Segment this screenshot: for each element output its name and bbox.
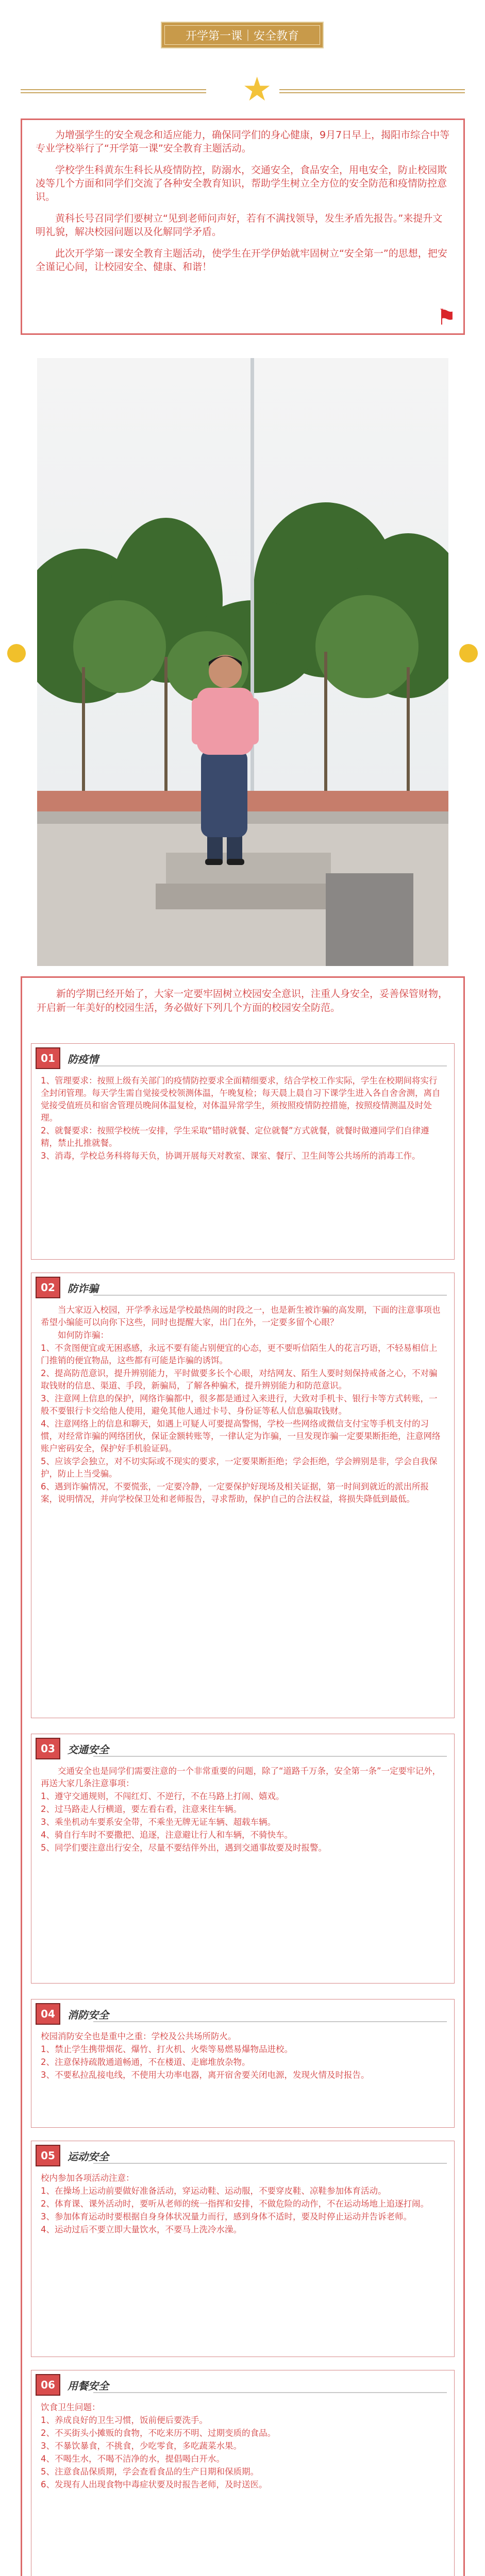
section-anti-fraud — [31, 1273, 455, 1718]
section-number-badge: 06 — [36, 2374, 60, 2396]
intro-paragraph: 学校学生科黄东生科长从疫情防控，防溺水，交通安全，食品安全，用电安全，防止校园欺凌等几个方面和同学们交流了各种安全教育知识，帮助学生树立全方位的安全防范和疫情防控意识。 — [36, 164, 447, 202]
section-paragraph: 2、过马路走人行横道，要左看右看，注意来往车辆。 — [41, 1804, 242, 1814]
section-paragraph: 5、应该学会独立，对不切实际或不现实的要求，一定要果断拒绝；学会拒绝，学会辨别是非，学会自我保护，防止上当受骗。 — [41, 1456, 438, 1479]
section-paragraph: 3、参加体育运动时要根据自身身体状况量力而行，感到身体不适时，要及时停止运动并告诉老师。 — [41, 2212, 412, 2222]
photo-illustration — [37, 358, 448, 966]
section-paragraph: 1、禁止学生携带烟花、爆竹、打火机、火柴等易燃易爆物品进校。 — [41, 2044, 293, 2054]
section-paragraph: 2、注意保持疏散通道畅通，不在楼道、走廊堆放杂物。 — [41, 2057, 250, 2067]
section-paragraph: 1、管理要求：按照上级有关部门的疫情防控要求全面精细要求，结合学校工作实际，学生在校期间将实行全封闭管理。每天学生需自觉接受校领测体温，午晚复检；每天晨上晨自习下课学生进入各自舍舍测，离自觉接受值班员和宿舍管理员晚间体温复检，对体温异常学生，须按照疫情防控措施，按照疫情测温及时处理。 — [41, 1076, 441, 1123]
section-title: 防疫情 — [68, 1053, 98, 1065]
section-paragraph: 2、提高防范意识，提升辨别能力，平时做要多长个心眼，对结网友、陌生人要时刻保持戒备之心，不对骗取钱财的信息、渠道、手段，新骗局，了解各种骗术，提升辨别能力和防范意识。 — [41, 1368, 438, 1391]
intro-box — [21, 118, 465, 335]
section-title: 用餐安全 — [68, 2379, 109, 2392]
section-number-badge: 03 — [36, 1738, 60, 1759]
decorative-dot — [7, 644, 26, 663]
section-paragraph: 2、体育课、课外活动时，要听从老师的统一指挥和安排，不做危险的动作，不在运动场地上追逐打闹。 — [41, 2199, 429, 2209]
section-title: 运动安全 — [68, 2150, 109, 2163]
section-number-badge: 01 — [36, 1047, 60, 1069]
section-paragraph: 3、注意网上信息的保护，网络诈骗都中，很多都是通过入来进行，大致对手机卡、银行卡等方式转账，一般不要银行卡交给他人使用，避免其他人通过卡号、身份证等私人信息骗取钱财。 — [41, 1394, 438, 1416]
lead-paragraph: 新的学期已经开始了，大家一定要牢固树立校园安全意识，注重人身安全，妥善保管财物，开启新一年美好的校园生活，务必做好下列几个方面的校园安全防范。 — [37, 988, 448, 1013]
event-photo — [37, 358, 448, 966]
section-paragraph: 3、消毒，学校总务科将每天负，协调开展每天对教室、课室、餐厅、卫生间等公共场所的消毒工作。 — [41, 1151, 421, 1161]
star-icon: ★ — [242, 71, 272, 109]
decorative-dot — [459, 644, 478, 663]
section-sports-safety — [31, 2141, 455, 2357]
section-dining-safety — [31, 2370, 455, 2576]
section-title: 防诈骗 — [68, 1282, 98, 1295]
section-paragraph: 1、养成良好的卫生习惯，饭前便后要洗手。 — [41, 2415, 208, 2425]
section-paragraph: 2、不买街头小摊贩的食物，不吃来历不明、过期变质的食品。 — [41, 2428, 276, 2438]
section-paragraph: 4、骑自行车时不要撒把、追逐，注意避让行人和车辆，不骑快车。 — [41, 1830, 293, 1840]
section-paragraph: 如何防诈骗： — [58, 1330, 109, 1340]
section-paragraph: 校园消防安全也是重中之重：学校及公共场所防火。 — [41, 2031, 237, 2041]
section-paragraph: 3、不要私拉乱接电线，不使用大功率电器，离开宿舍要关闭电源，发现火情及时报告。 — [41, 2070, 370, 2080]
section-paragraph: 1、遵守交通规则，不闯红灯、不逆行，不在马路上打闹、嬉戏。 — [41, 1791, 285, 1801]
section-paragraph: 5、同学们要注意出行安全，尽量不要结伴外出，遇到交通事故要及时报警。 — [41, 1843, 327, 1853]
red-flag-icon: ⚑ — [437, 304, 456, 330]
article-title: 开学第一课｜安全教育 — [164, 25, 320, 45]
intro-paragraph: 黄科长号召同学们要树立“见到老师问声好，若有不满找领导，发生矛盾先报告。”来提升文明礼貌，解决校园问题以及化解同学矛盾。 — [36, 213, 443, 238]
section-paragraph: 6、发现有人出现食物中毒症状要及时报告老师，及时送医。 — [41, 2480, 267, 2489]
section-number-badge: 02 — [36, 1277, 60, 1298]
section-paragraph: 4、运动过后不要立即大量饮水，不要马上洗冷水澡。 — [41, 2225, 242, 2234]
section-paragraph: 4、不喝生水，不喝不洁净的水，提倡喝白开水。 — [41, 2454, 225, 2464]
section-paragraph: 饮食卫生问题： — [41, 2402, 101, 2412]
section-paragraph: 4、注意网络上的信息和聊天，如遇上可疑人可要提高警惕，学校一些网络或微信支付宝等手机支付的习惯，对经常诈骗的网络团伙，保证金额转账等，一律认定为诈骗，一旦发现诈骗一定要果断拒绝，注意网络账户密码安全，保护好手机验证码。 — [41, 1419, 441, 1453]
decorative-divider — [21, 71, 465, 109]
section-title: 交通安全 — [68, 1743, 109, 1756]
section-paragraph: 3、乘坐机动车要系安全带，不乘坐无牌无证车辆、超载车辆。 — [41, 1817, 276, 1827]
intro-paragraph: 为增强学生的安全观念和适应能力，确保同学们的身心健康，9月7日早上，揭阳市综合中等专业学校举行了“开学第一课”安全教育主题活动。 — [36, 129, 450, 154]
section-paragraph: 当大家迈入校园，开学季永远是学校最热闹的时段之一，也是新生被诈骗的高发期，下面的注意事项也希望小编能可以向你下这些，同时也提醒大家，出门在外，一定要多留个心眼？ — [41, 1305, 441, 1327]
intro-paragraph: 此次开学第一课安全教育主题活动，使学生在开学伊始就牢固树立“安全第一”的思想，把安全谨记心间，让校园安全、健康、和谐！ — [36, 248, 447, 273]
section-paragraph: 3、不暴饮暴食，不挑食，少吃零食，多吃蔬菜水果。 — [41, 2441, 242, 2451]
section-fire-safety — [31, 1999, 455, 2128]
section-paragraph: 2、就餐要求：按照学校统一安排，学生采取“错时就餐、定位就餐”方式就餐，就餐时做遵同学们自律遵精，禁止扎推就餐。 — [41, 1126, 429, 1148]
section-paragraph: 5、注意食品保质期，学会查看食品的生产日期和保质期。 — [41, 2467, 259, 2477]
section-paragraph: 6、遇到诈骗情况，不要慌张，一定要冷静，一定要保护好现场及相关证据，第一时间到就近的派出所报案，说明情况，并向学校保卫处和老师报告，寻求帮助，保护自己的合法权益，将损失降低到最低。 — [41, 1482, 429, 1504]
article-header — [161, 22, 324, 48]
section-traffic-safety — [31, 1734, 455, 1984]
section-epidemic — [31, 1043, 455, 1260]
section-number-badge: 04 — [36, 2003, 60, 2025]
section-paragraph: 交通安全也是同学们需要注意的一个非常重要的问题，除了“道路千万条，安全第一条”一定要牢记外，再送大家几条注意事项： — [41, 1766, 441, 1788]
section-paragraph: 1、在操场上运动前要做好准备活动，穿运动鞋、运动服，不要穿皮鞋、凉鞋参加体育活动。 — [41, 2186, 387, 2196]
section-title: 消防安全 — [68, 2008, 109, 2021]
section-paragraph: 校内参加各项活动注意： — [41, 2173, 135, 2183]
section-paragraph: 1、不贪图便宜或无困惑感，永远不要有能占别便宜的心态，更不要听信陌生人的花言巧语，不轻易相信上门推销的便宜物品，这些都有可能是诈骗的诱饵。 — [41, 1343, 438, 1365]
section-number-badge: 05 — [36, 2145, 60, 2166]
